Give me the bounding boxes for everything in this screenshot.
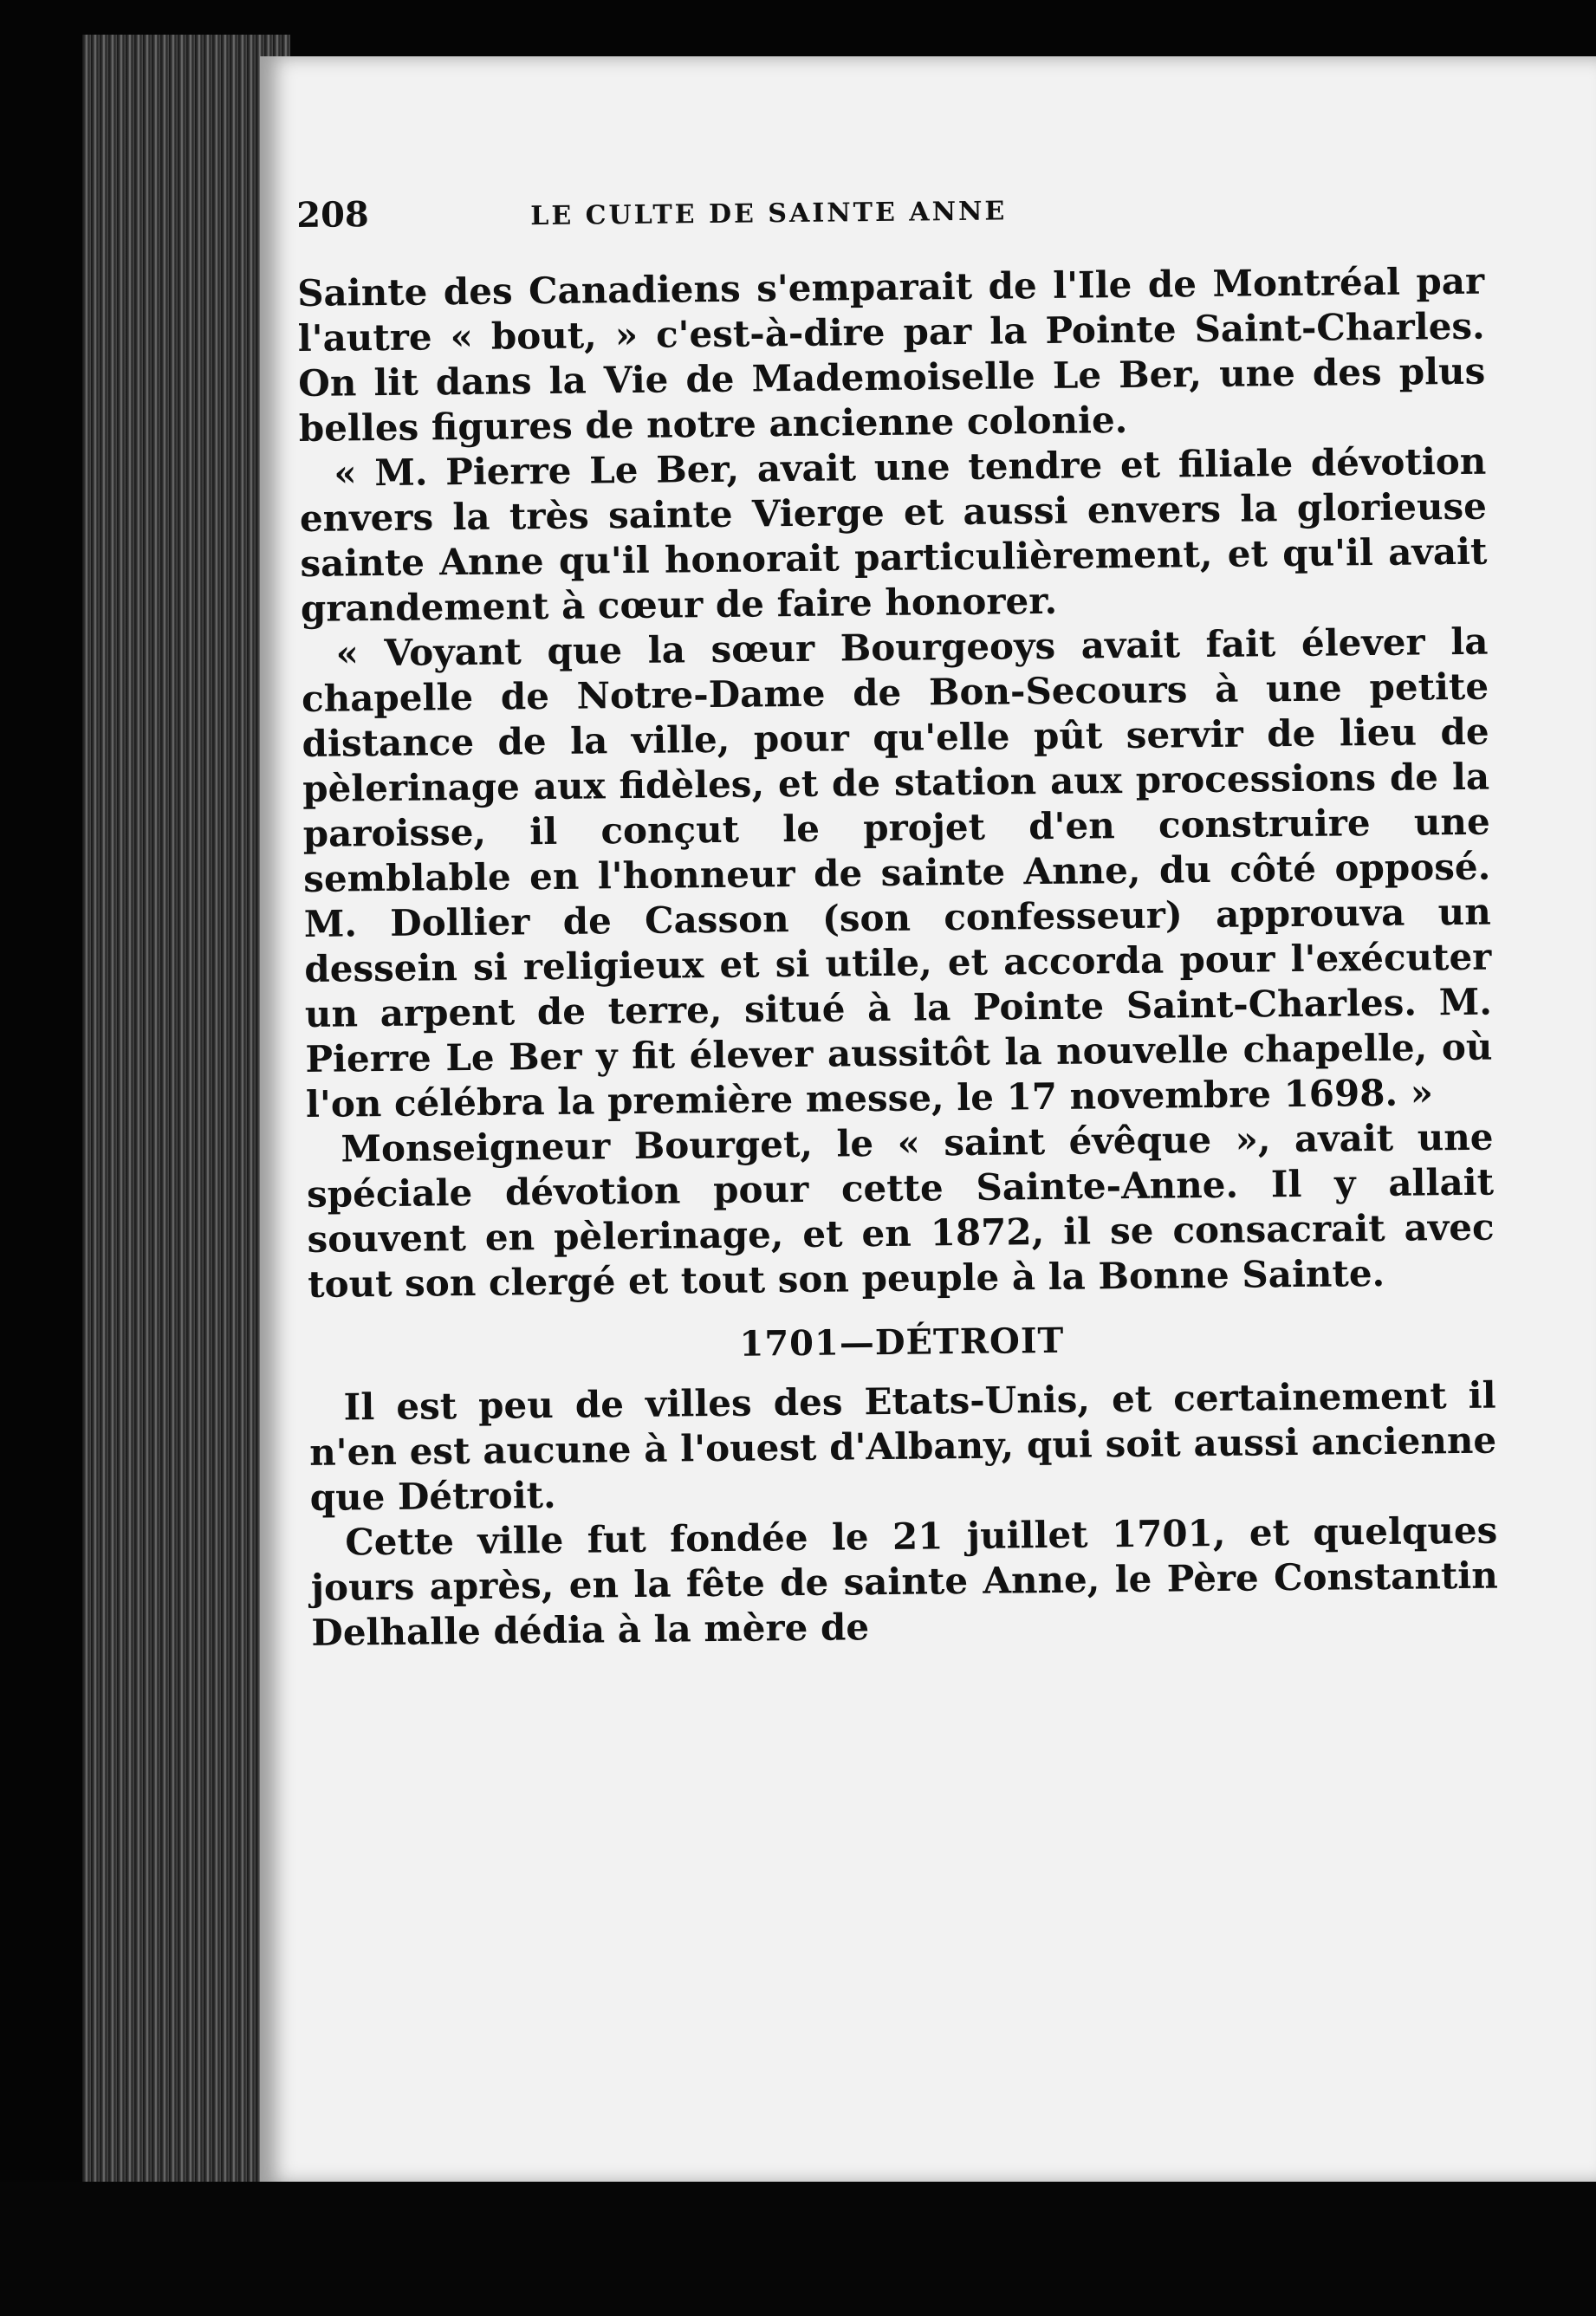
- paragraph-1: Sainte des Canadiens s'emparait de l'Ile de Montréal par l'autre « bout, » c'est-à-dire par la Pointe Saint-Charles. On lit dans la Vie de Mademoiselle Le Ber, une des plus belles figures de notre ancienne colonie.: [296, 259, 1486, 450]
- paragraph-4: Monseigneur Bourget, le « saint évêque », avait une spéciale dévotion pour cette Sainte-Anne. Il y allait souvent en pèlerinage, et en 1872, il se consacrait avec tout son clergé et tout son peuple à la Bonne Sainte.: [306, 1115, 1495, 1306]
- paragraph-5: Il est peu de villes des Etats-Unis, et certainement il n'en est aucune à l'ouest d'Albany, qui soit aussi ancienne que Détroit.: [308, 1373, 1497, 1519]
- section-heading: [308, 1314, 1495, 1372]
- page-number: 208: [296, 194, 369, 236]
- running-title: LE CULTE DE SAINTE ANNE: [530, 196, 1008, 232]
- section-heading-text: 1701—DÉTROIT: [739, 1320, 1065, 1365]
- scan-bottom-shadow: [0, 2182, 1596, 2316]
- paragraph-2: « M. Pierre Le Ber, avait une tendre et filiale dévotion envers la très sainte Vierge et aussi envers la glorieuse sainte Anne qu'il honorait particulièrement, et qu'il avait grandement à cœur de faire honorer.: [299, 439, 1488, 630]
- page-content: [296, 183, 1499, 1656]
- paragraph-3: « Voyant que la sœur Bourgeoys avait fait élever la chapelle de Notre-Dame de Bon-Secours à une petite distance de la ville, pour qu'elle pût servir de lieu de pèlerinage aux fidèles, et de station aux processions de la paroisse, il conçut le projet d'en construire une semblable en l'honneur de sainte Anne, du côté opposé. M. Dollier de Casson (son confesseur) approuva un dessein si religieux et si utile, et accorda pour l'exécuter un arpent de terre, situé à la Pointe Saint-Charles. M. Pierre Le Ber y fit élever aussitôt la nouvelle chapelle, où l'on célébra la première messe, le 17 novembre 1698. »: [301, 620, 1493, 1126]
- paragraph-6: Cette ville fut fondée le 21 juillet 1701, et quelques jours après, en la fête de sainte Anne, le Père Constantin Delhalle dédia à la mère de: [310, 1508, 1499, 1654]
- book-page-edges: [82, 35, 290, 2183]
